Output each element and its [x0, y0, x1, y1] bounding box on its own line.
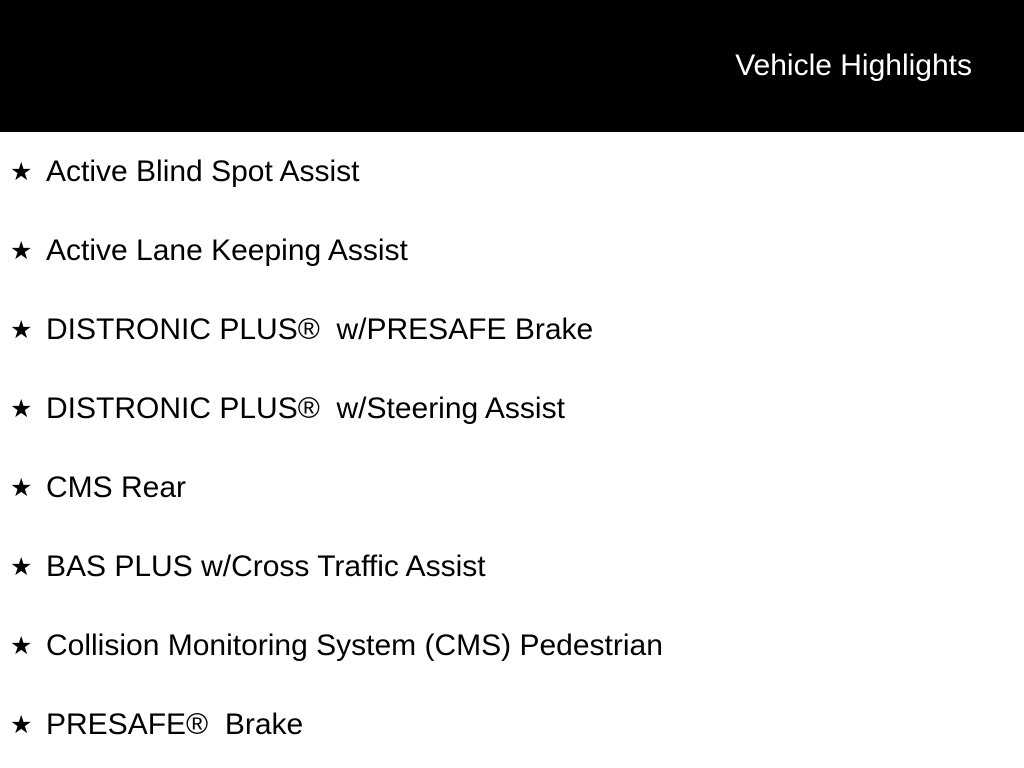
star-icon: ★	[10, 631, 33, 660]
star-icon: ★	[10, 157, 33, 186]
star-icon: ★	[10, 394, 33, 423]
list-item	[0, 369, 1024, 448]
list-item-label: Active Lane Keeping Assist	[46, 233, 408, 267]
list-item-label: CMS Rear	[46, 470, 187, 504]
page-title: Vehicle Highlights	[735, 49, 972, 82]
list-item-label: DISTRONIC PLUS® w/PRESAFE Brake	[46, 312, 594, 346]
list-item	[0, 211, 1024, 290]
list-item-label: Active Blind Spot Assist	[46, 154, 360, 188]
star-icon: ★	[10, 236, 33, 265]
list-item-label: PRESAFE® Brake	[46, 707, 304, 741]
star-icon: ★	[10, 710, 33, 739]
star-icon: ★	[10, 473, 33, 502]
list-item	[0, 527, 1024, 606]
list-item	[0, 290, 1024, 369]
list-item	[0, 685, 1024, 764]
list-item-label: Collision Monitoring System (CMS) Pedestrian	[46, 628, 663, 662]
list-item-label: DISTRONIC PLUS® w/Steering Assist	[46, 391, 565, 425]
star-icon: ★	[10, 552, 33, 581]
list-item-label: BAS PLUS w/Cross Traffic Assist	[46, 549, 486, 583]
list-item	[0, 448, 1024, 527]
list-item	[0, 132, 1024, 211]
vehicle-highlights-list	[0, 132, 1024, 764]
header-bar	[0, 0, 1024, 132]
list-item	[0, 606, 1024, 685]
star-icon: ★	[10, 315, 33, 344]
